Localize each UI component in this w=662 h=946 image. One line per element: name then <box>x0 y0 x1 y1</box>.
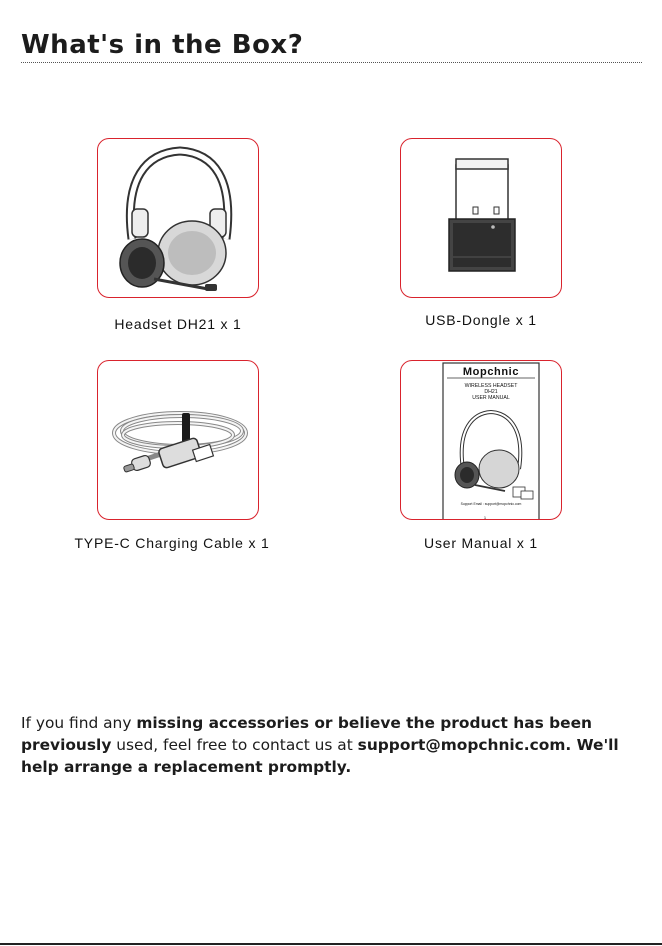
user-manual-icon <box>401 361 562 520</box>
usb-dongle-caption: USB-Dongle x 1 <box>425 312 537 328</box>
headset-icon <box>98 139 259 298</box>
user-manual-caption: User Manual x 1 <box>424 535 538 551</box>
charging-cable-icon <box>98 361 259 520</box>
usb-dongle-card <box>400 138 562 298</box>
page-title: What's in the Box? <box>21 30 304 60</box>
charging-cable-caption: TYPE-C Charging Cable x 1 <box>74 535 270 551</box>
notice-email: support@mopchnic.com. We'll help arrange a replacement promptly. <box>21 736 619 776</box>
charging-cable-card <box>97 360 259 520</box>
title-divider <box>21 62 642 63</box>
notice-text-3: used, feel free to contact us at <box>111 736 358 754</box>
manual-line3: USER MANUAL <box>472 395 510 401</box>
usb-dongle-icon <box>401 139 562 298</box>
user-manual-card <box>400 360 562 520</box>
headset-caption: Headset DH21 x 1 <box>114 316 242 332</box>
manual-line2: DH21 <box>484 389 498 395</box>
notice-text-1: If you find any <box>21 714 137 732</box>
support-notice <box>21 712 646 778</box>
manual-brand: Mopchnic <box>462 366 520 378</box>
headset-card <box>97 138 259 298</box>
notice-text-2: missing accessories or believe the product has been previously <box>21 714 592 754</box>
bottom-divider <box>0 943 662 945</box>
manual-support: Support Email : support@mopchnic.com <box>460 502 522 506</box>
manual-line1: WIRELESS HEADSET <box>464 383 518 389</box>
manual-page-number: 1 <box>483 515 487 520</box>
